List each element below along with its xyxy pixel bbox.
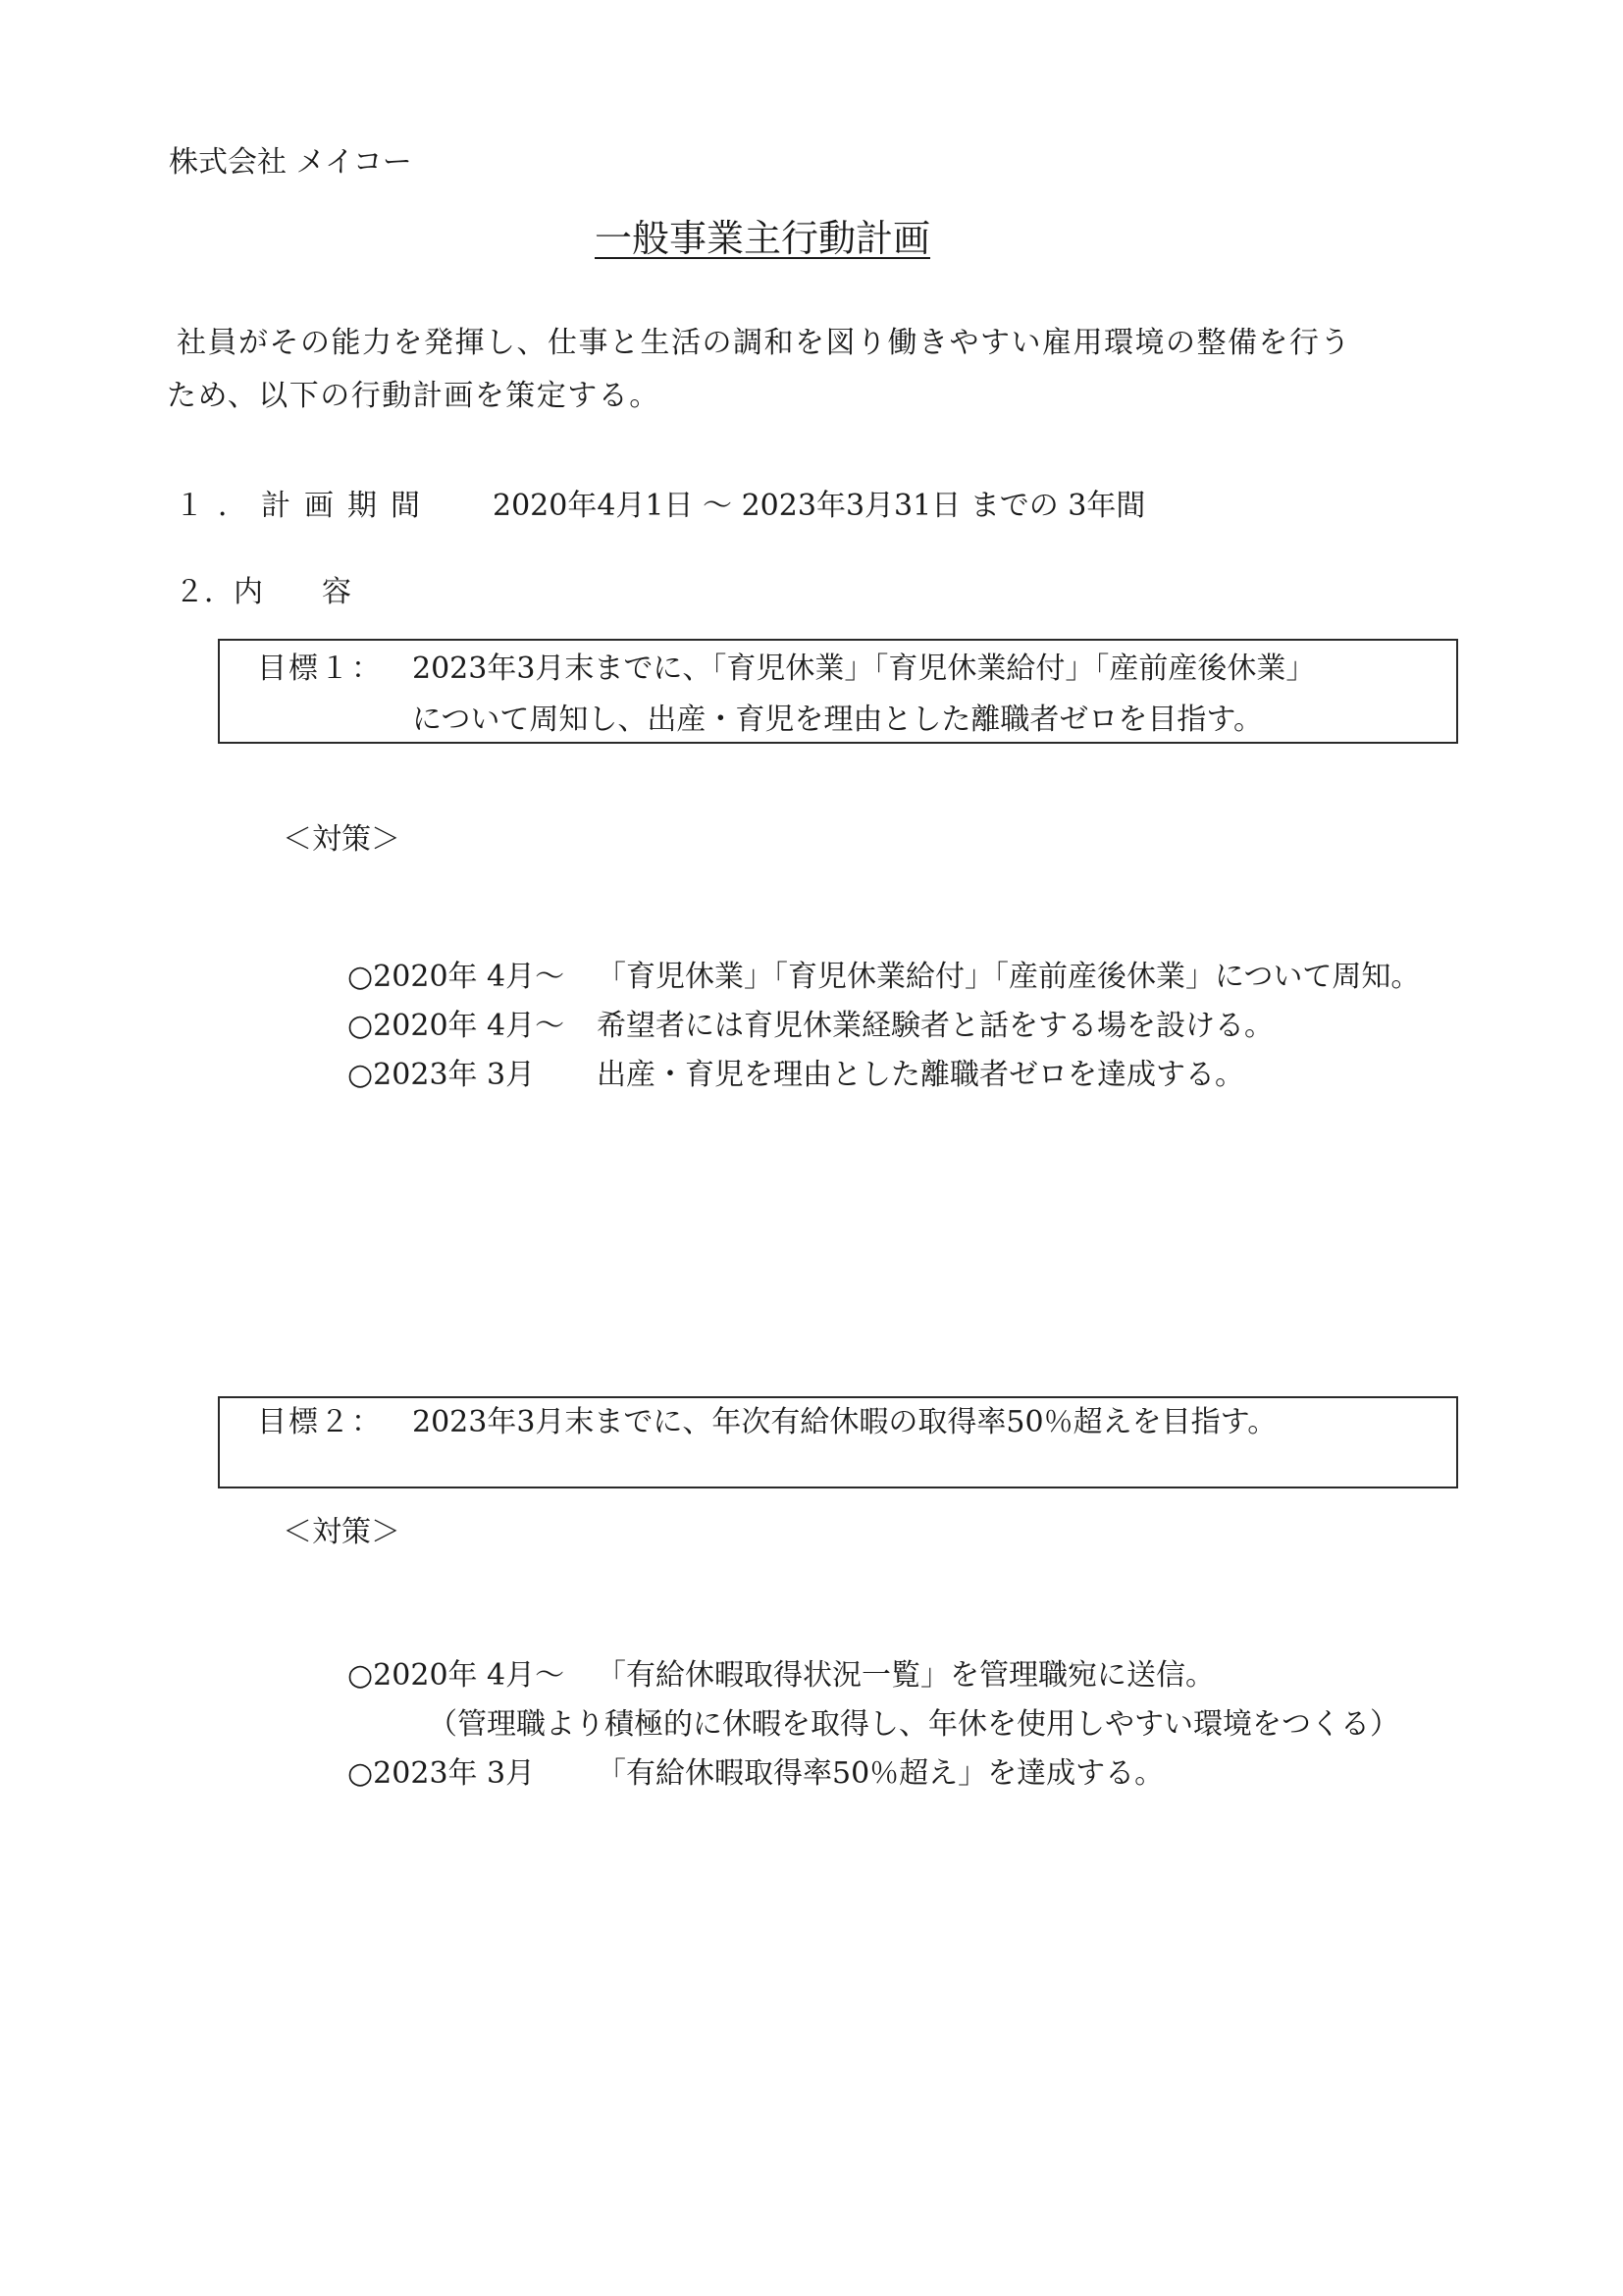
goal-1-measure-2-text: 希望者には育児休業経験者と話をする場を設ける。 bbox=[597, 1009, 1274, 1043]
goal-1-measure-3-date: ○2023年 3月 bbox=[347, 1058, 536, 1092]
section-contents-label: ２．内 容 bbox=[175, 575, 351, 609]
goal-1-measure-2-date: ○2020年 4月～ bbox=[347, 1009, 565, 1043]
goal-2-measure-1-note: （管理職より積極的に休暇を取得し、年休を使用しやすい環境をつくる） bbox=[428, 1707, 1399, 1742]
goal-2-text-line-1: 2023年3月末までに、年次有給休暇の取得率50％超えを目指す。 bbox=[412, 1405, 1278, 1439]
goal-2-measure-2-text: 「有給休暇取得率50％超え」を達成する。 bbox=[597, 1756, 1165, 1791]
section-plan-period-label: １．計画期間 bbox=[175, 489, 434, 523]
document-title: 一般事業主行動計画 bbox=[595, 217, 931, 260]
goal-1-label: 目標１： bbox=[257, 652, 383, 686]
goal-1-measure-1-date: ○2020年 4月～ bbox=[347, 960, 565, 994]
goal-2-measures-heading: ＜対策＞ bbox=[283, 1515, 400, 1549]
company-name: 株式会社 メイコー bbox=[169, 145, 412, 180]
goal-2-label: 目標２： bbox=[257, 1405, 383, 1439]
goal-1-measure-3-text: 出産・育児を理由とした離職者ゼロを達成する。 bbox=[597, 1058, 1244, 1092]
goal-1-measure-1-text: 「育児休業」「育児休業給付」「産前産後休業」について周知。 bbox=[597, 960, 1421, 994]
goal-1-measures-heading: ＜対策＞ bbox=[283, 822, 400, 857]
intro-line-1: 社員がその能力を発揮し、仕事と生活の調和を図り働きやすい雇用環境の整備を行う bbox=[177, 326, 1351, 360]
goal-1-text-line-1: 2023年3月末までに、「育児休業」「育児休業給付」「産前産後休業」 bbox=[412, 652, 1316, 686]
section-plan-period-value: 2020年4月1日 ～ 2023年3月31日 までの 3年間 bbox=[493, 489, 1146, 523]
intro-line-2: ため、以下の行動計画を策定する。 bbox=[167, 379, 660, 413]
goal-2-measure-1-text: 「有給休暇取得状況一覧」を管理職宛に送信。 bbox=[597, 1658, 1215, 1693]
goal-2-measure-1-date: ○2020年 4月～ bbox=[347, 1658, 565, 1693]
goal-1-text-line-2: について周知し、出産・育児を理由とした離職者ゼロを目指す。 bbox=[412, 703, 1263, 737]
goal-2-measure-2-date: ○2023年 3月 bbox=[347, 1756, 536, 1791]
